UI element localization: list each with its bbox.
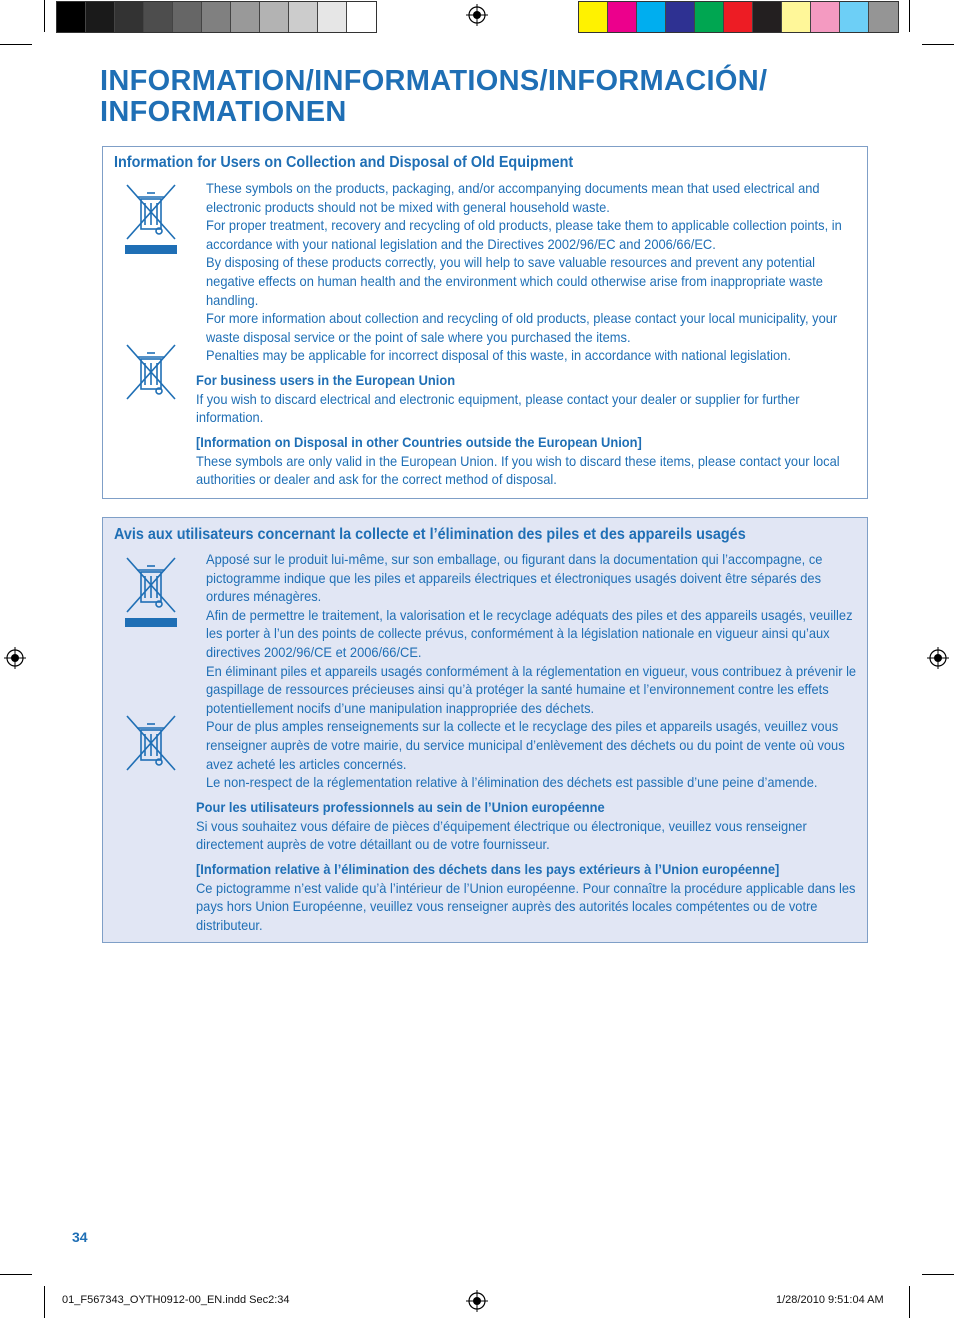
- english-business-section: [196, 371, 860, 427]
- color-swatch: [782, 2, 811, 32]
- french-intro-para-2: Afin de permettre le traitement, la valorisation et le recyclage adéquats des piles et des appareils usagés, veuillez les porter à l’un des points de collecte prévus, conformément à la législation nationale en vigueur ainsi qu’aux directives 2002/96/CE et 2006/66/CE.: [206, 606, 853, 660]
- english-intro-para-5: Penalties may be applicable for incorrect disposal of this waste, in accordance with national legislation.: [206, 347, 791, 364]
- crop-mark: [922, 44, 954, 45]
- french-intro: [206, 550, 861, 792]
- color-swatch: [753, 2, 782, 32]
- crossed-out-wheelie-bin-icon: [121, 554, 181, 630]
- color-swatch: [260, 2, 289, 32]
- english-business-heading: For business users in the European Union: [196, 372, 456, 388]
- english-intro: [206, 179, 861, 365]
- french-intro-para-3: En éliminant piles et appareils usagés conformément à la réglementation en vigueur, vous contribuez à prévenir le gaspillage de ressources précieuses ainsi qu’à protéger la santé humaine et l’environnement contre les effets potentiellement nocifs d’une manipulation inappropriée des déchets.: [206, 662, 857, 716]
- color-swatch: [173, 2, 202, 32]
- color-swatch: [86, 2, 115, 32]
- crossed-out-wheelie-bin-icon: [121, 181, 181, 257]
- color-swatch: [115, 2, 144, 32]
- french-business-section: [196, 798, 860, 854]
- french-intro-para-1: Apposé sur le produit lui-même, sur son emballage, ou figurant dans la documentation qui l’accompagne, ce pictogramme indique que les piles et appareils électriques et électroniques usagés doivent être séparés des ordures ménagères.: [206, 551, 823, 605]
- french-intro-para-4: Pour de plus amples renseignements sur la collecte et le recyclage des piles et appareils usagés, veuillez vous renseigner auprès de votre mairie, du service municipal d’enlèvement des déchets ou du point de vente où vous avez acheté les articles concernés.: [206, 718, 845, 772]
- color-swatch: [608, 2, 637, 32]
- french-business-text: Si vous souhaitez vous défaire de pièces d’équipement électrique ou électronique, veuillez vous renseigner directement auprès de votre détaillant ou de votre fournisseur.: [196, 817, 807, 853]
- english-outside-heading: [Information on Disposal in other Countries outside the European Union]: [196, 434, 642, 450]
- crop-mark: [44, 0, 45, 32]
- crop-mark: [0, 1274, 32, 1275]
- grayscale-color-bar: [56, 1, 377, 33]
- color-swatch: [666, 2, 695, 32]
- english-outside-eu-section: [196, 433, 860, 489]
- color-swatch: [811, 2, 840, 32]
- color-swatch: [637, 2, 666, 32]
- color-swatch: [231, 2, 260, 32]
- crop-mark: [909, 1286, 910, 1318]
- crossed-out-wheelie-bin-icon: [121, 341, 181, 405]
- english-disposal-box: [102, 146, 868, 499]
- french-box-title: Avis aux utilisateurs concernant la collecte et l’élimination des piles et des appareils usagés: [114, 526, 746, 543]
- color-swatch: [57, 2, 86, 32]
- color-swatch: [144, 2, 173, 32]
- crop-mark: [922, 1274, 954, 1275]
- crossed-out-wheelie-bin-icon: [121, 712, 181, 776]
- french-intro-para-5: Le non-respect de la réglementation relative à l’élimination des déchets est passible d’une peine d’amende.: [206, 774, 818, 791]
- color-swatch: [840, 2, 869, 32]
- date-slug: 1/28/2010 9:51:04 AM: [776, 1294, 884, 1306]
- french-business-heading: Pour les utilisateurs professionnels au sein de l’Union européenne: [196, 799, 605, 815]
- registration-target-icon: [927, 647, 949, 669]
- registration-target-icon: [466, 4, 488, 26]
- color-swatch: [202, 2, 231, 32]
- english-intro-para-2: For proper treatment, recovery and recycling of old products, please take them to applicable collection points, in accordance with your national legislation and the Directives 2002/96/EC and 2006/66/EC.: [206, 217, 842, 252]
- file-slug: 01_F567343_OYTH0912-00_EN.indd Sec2:34: [62, 1294, 290, 1306]
- english-box-title: Information for Users on Collection and Disposal of Old Equipment: [114, 154, 574, 171]
- registration-target-icon: [466, 1290, 488, 1312]
- registration-target-icon: [4, 647, 26, 669]
- crop-mark: [0, 44, 32, 45]
- color-swatch: [724, 2, 753, 32]
- color-swatch: [289, 2, 318, 32]
- page-title-line-2: INFORMATIONEN: [100, 96, 347, 128]
- color-swatch: [695, 2, 724, 32]
- page-number: 34: [72, 1229, 88, 1245]
- color-swatch: [869, 2, 898, 32]
- english-intro-para-3: By disposing of these products correctly, you will help to save valuable resources and prevent any potential negative effects on human health and the environment which could otherwise arise from inappropriate waste handling.: [206, 254, 823, 308]
- crop-mark: [44, 1286, 45, 1318]
- english-intro-para-1: These symbols on the products, packaging, and/or accompanying documents mean that used electrical and electronic products should not be mixed with general household waste.: [206, 180, 820, 215]
- process-color-bar: [578, 1, 899, 33]
- crop-mark: [909, 0, 910, 32]
- english-intro-para-4: For more information about collection and recycling of old products, please contact your local municipality, your waste disposal service or the point of sale where you purchased the items.: [206, 310, 838, 345]
- page-title: [100, 66, 767, 128]
- french-outside-text: Ce pictogramme n’est valide qu’à l’intérieur de l’Union européenne. Pour connaître la procédure applicable dans les pays hors Union Européenne, veuillez vous renseigner auprès des autorités locales compétentes ou de votre distributeur.: [196, 879, 856, 933]
- french-outside-heading: [Information relative à l’élimination des déchets dans les pays extérieurs à l’Union européenne]: [196, 861, 780, 877]
- color-swatch: [579, 2, 608, 32]
- english-business-text: If you wish to discard electrical and electronic equipment, please contact your dealer or supplier for further information.: [196, 390, 800, 426]
- page-title-line-1: INFORMATION/INFORMATIONS/INFORMACIÓN/: [100, 65, 768, 97]
- color-swatch: [318, 2, 347, 32]
- french-disposal-box: [102, 517, 868, 943]
- english-outside-text: These symbols are only valid in the European Union. If you wish to discard these items, please contact your local authorities or dealer and ask for the correct method of disposal.: [196, 452, 840, 488]
- color-swatch: [347, 2, 376, 32]
- french-outside-eu-section: [196, 860, 860, 934]
